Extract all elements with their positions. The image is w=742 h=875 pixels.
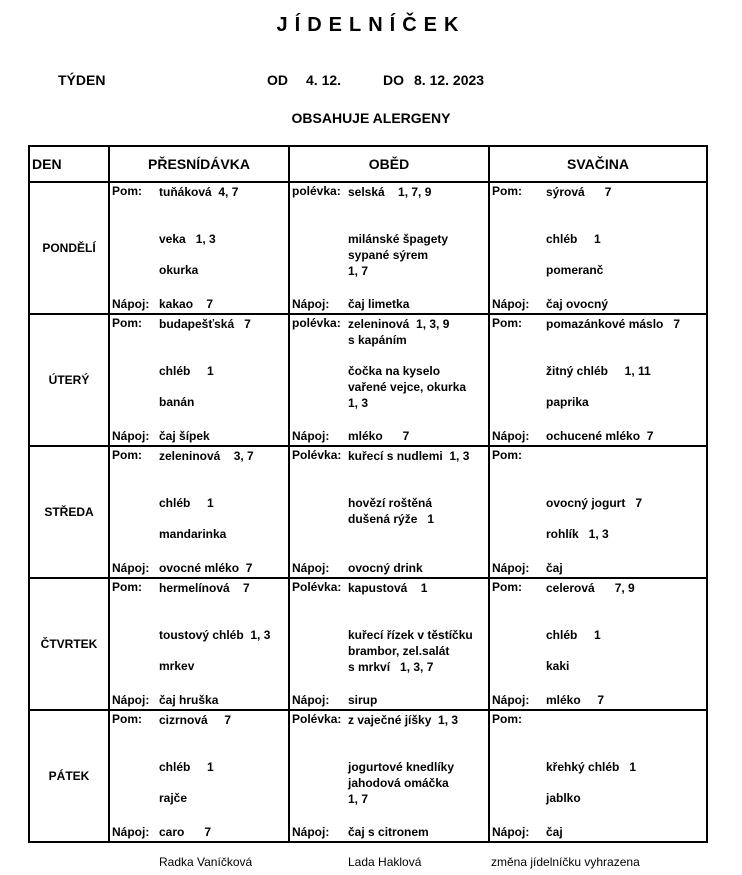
drink-label: Nápoj: <box>112 693 150 707</box>
meal-cell-content <box>110 579 288 709</box>
meal-cell-content <box>290 579 488 709</box>
meal-cell-content <box>490 711 706 841</box>
item-value: křehký chléb 1 <box>546 760 637 774</box>
menu-table <box>28 145 708 843</box>
item-label: polévka: <box>292 184 341 198</box>
column-header-lunch: OBĚD <box>289 146 489 182</box>
item-value: hermelínová 7 <box>159 581 250 595</box>
drink-label: Nápoj: <box>492 561 530 575</box>
meal-cell-snack-am <box>109 578 289 710</box>
item-value: rajče <box>159 791 188 805</box>
item-label: Pom: <box>112 448 142 462</box>
drink-value: čaj hruška <box>159 693 219 707</box>
meal-cell-content <box>110 315 288 445</box>
drink-label: Nápoj: <box>492 825 530 839</box>
item-value: kaki <box>546 659 570 673</box>
item-label: Pom: <box>112 316 142 330</box>
meal-cell-snack-am <box>109 446 289 578</box>
drink-label: Nápoj: <box>112 825 150 839</box>
item-value: hovězí roštěná dušená rýže 1 <box>348 496 435 526</box>
meal-cell-content <box>110 447 288 577</box>
meal-cell-snack-pm <box>489 314 707 446</box>
item-label: Pom: <box>112 184 142 198</box>
item-label: Pom: <box>492 580 522 594</box>
meal-cell-content <box>490 183 706 313</box>
drink-value: čaj <box>546 561 563 575</box>
drink-value: ovocný drink <box>348 561 423 575</box>
drink-label: Nápoj: <box>292 429 330 443</box>
item-value: cizrnová 7 <box>159 713 232 727</box>
drink-value: ovocné mléko 7 <box>159 561 253 575</box>
item-value: okurka <box>159 263 199 277</box>
column-header-day: DEN <box>29 146 109 182</box>
meal-cell-content <box>110 711 288 841</box>
meal-cell-content <box>290 315 488 445</box>
meal-cell-lunch <box>289 182 489 314</box>
meal-cell-content <box>290 447 488 577</box>
drink-label: Nápoj: <box>492 429 530 443</box>
from-label: OD <box>267 72 288 88</box>
item-value: zeleninová 3, 7 <box>159 449 254 463</box>
drink-label: Nápoj: <box>292 825 330 839</box>
item-value: z vaječné jíšky 1, 3 <box>348 713 459 727</box>
table-row <box>29 446 707 578</box>
meal-cell-snack-am <box>109 314 289 446</box>
meal-cell-snack-pm <box>489 710 707 842</box>
drink-label: Nápoj: <box>292 297 330 311</box>
page-title: JÍDELNÍČEK <box>276 14 466 36</box>
drink-value: čaj ovocný <box>546 297 609 311</box>
item-value: selská 1, 7, 9 <box>348 185 432 199</box>
item-label: Pom: <box>492 448 522 462</box>
drink-label: Nápoj: <box>112 429 150 443</box>
meal-cell-content <box>290 183 488 313</box>
week-label: TÝDEN <box>58 72 106 88</box>
column-header-snack-am: PŘESNÍDÁVKA <box>109 146 289 182</box>
item-value: chléb 1 <box>159 364 214 378</box>
item-value: budapešťská 7 <box>159 317 251 331</box>
meal-cell-lunch <box>289 710 489 842</box>
meal-cell-content <box>110 183 288 313</box>
day-name: STŘEDA <box>29 446 109 578</box>
allergens-note: OBSAHUJE ALERGENY <box>291 110 451 126</box>
meal-cell-lunch <box>289 446 489 578</box>
to-date: 8. 12. 2023 <box>414 72 485 88</box>
meal-cell-content <box>490 447 706 577</box>
drink-value: čaj s citronem <box>348 825 429 839</box>
item-value: banán <box>159 395 195 409</box>
meal-cell-lunch <box>289 314 489 446</box>
item-value: kapustová 1 <box>348 581 428 595</box>
item-value: pomazánkové máslo 7 <box>546 317 681 331</box>
item-value: veka 1, 3 <box>159 232 216 246</box>
item-value: jablko <box>546 791 581 805</box>
item-value: toustový chléb 1, 3 <box>159 628 271 642</box>
from-date: 4. 12. <box>306 72 342 88</box>
item-label: Pom: <box>492 712 522 726</box>
day-name: PÁTEK <box>29 710 109 842</box>
day-name: ČTVRTEK <box>29 578 109 710</box>
item-value: rohlík 1, 3 <box>546 527 609 541</box>
menu-header-row <box>29 146 707 182</box>
item-label: Polévka: <box>292 712 342 726</box>
drink-value: ochucené mléko 7 <box>546 429 654 443</box>
meal-cell-snack-am <box>109 182 289 314</box>
item-value: chléb 1 <box>159 496 214 510</box>
item-value: kuřecí řízek v těstíčku brambor, zel.salát s mrkví 1, 3, 7 <box>348 628 473 674</box>
meal-cell-snack-pm <box>489 182 707 314</box>
meal-cell-content <box>490 579 706 709</box>
item-value: celerová 7, 9 <box>546 581 635 595</box>
meal-cell-snack-pm <box>489 446 707 578</box>
item-value: chléb 1 <box>159 760 214 774</box>
drink-value: mléko 7 <box>546 693 605 707</box>
item-value: jogurtové knedlíky jahodová omáčka 1, 7 <box>348 760 455 806</box>
drink-value: kakao 7 <box>159 297 214 311</box>
item-value: chléb 1 <box>546 232 601 246</box>
meal-cell-content <box>290 711 488 841</box>
day-name: ÚTERÝ <box>29 314 109 446</box>
item-value: pomeranč <box>546 263 604 277</box>
drink-value: čaj <box>546 825 563 839</box>
item-value: tuňáková 4, 7 <box>159 185 239 199</box>
table-row <box>29 710 707 842</box>
item-label: polévka: <box>292 316 341 330</box>
item-value: mrkev <box>159 659 195 673</box>
item-label: Polévka: <box>292 580 342 594</box>
item-value: chléb 1 <box>546 628 601 642</box>
drink-value: čaj limetka <box>348 297 410 311</box>
item-label: Pom: <box>492 316 522 330</box>
meal-cell-snack-pm <box>489 578 707 710</box>
drink-label: Nápoj: <box>292 693 330 707</box>
item-label: Pom: <box>492 184 522 198</box>
item-value: mandarinka <box>159 527 227 541</box>
table-row <box>29 578 707 710</box>
item-value: čočka na kyselo vařené vejce, okurka 1, 3 <box>348 364 467 410</box>
table-row <box>29 182 707 314</box>
footer-author-1: Radka Vaníčková <box>159 855 253 869</box>
day-name: PONDĚLÍ <box>29 182 109 314</box>
table-row <box>29 314 707 446</box>
item-value: kuřecí s nudlemi 1, 3 <box>348 449 470 463</box>
meal-cell-lunch <box>289 578 489 710</box>
item-value: milánské špagety sypané sýrem 1, 7 <box>348 232 449 278</box>
drink-label: Nápoj: <box>292 561 330 575</box>
item-label: Polévka: <box>292 448 342 462</box>
drink-value: caro 7 <box>159 825 212 839</box>
drink-label: Nápoj: <box>492 297 530 311</box>
item-label: Pom: <box>112 580 142 594</box>
item-value: sýrová 7 <box>546 185 612 199</box>
drink-label: Nápoj: <box>112 297 150 311</box>
drink-value: sirup <box>348 693 378 707</box>
footer-note: změna jídelníčku vyhrazena <box>491 855 640 869</box>
drink-value: mléko 7 <box>348 429 410 443</box>
drink-value: čaj šípek <box>159 429 210 443</box>
column-header-snack-pm: SVAČINA <box>489 146 707 182</box>
item-value: žitný chléb 1, 11 <box>546 364 651 378</box>
item-value: paprika <box>546 395 589 409</box>
item-value: ovocný jogurt 7 <box>546 496 643 510</box>
item-value: zeleninová 1, 3, 9 s kapáním <box>348 317 450 347</box>
footer-author-2: Lada Haklová <box>348 855 422 869</box>
drink-label: Nápoj: <box>112 561 150 575</box>
drink-label: Nápoj: <box>492 693 530 707</box>
meal-cell-content <box>490 315 706 445</box>
to-label: DO <box>383 72 404 88</box>
item-label: Pom: <box>112 712 142 726</box>
meal-cell-snack-am <box>109 710 289 842</box>
